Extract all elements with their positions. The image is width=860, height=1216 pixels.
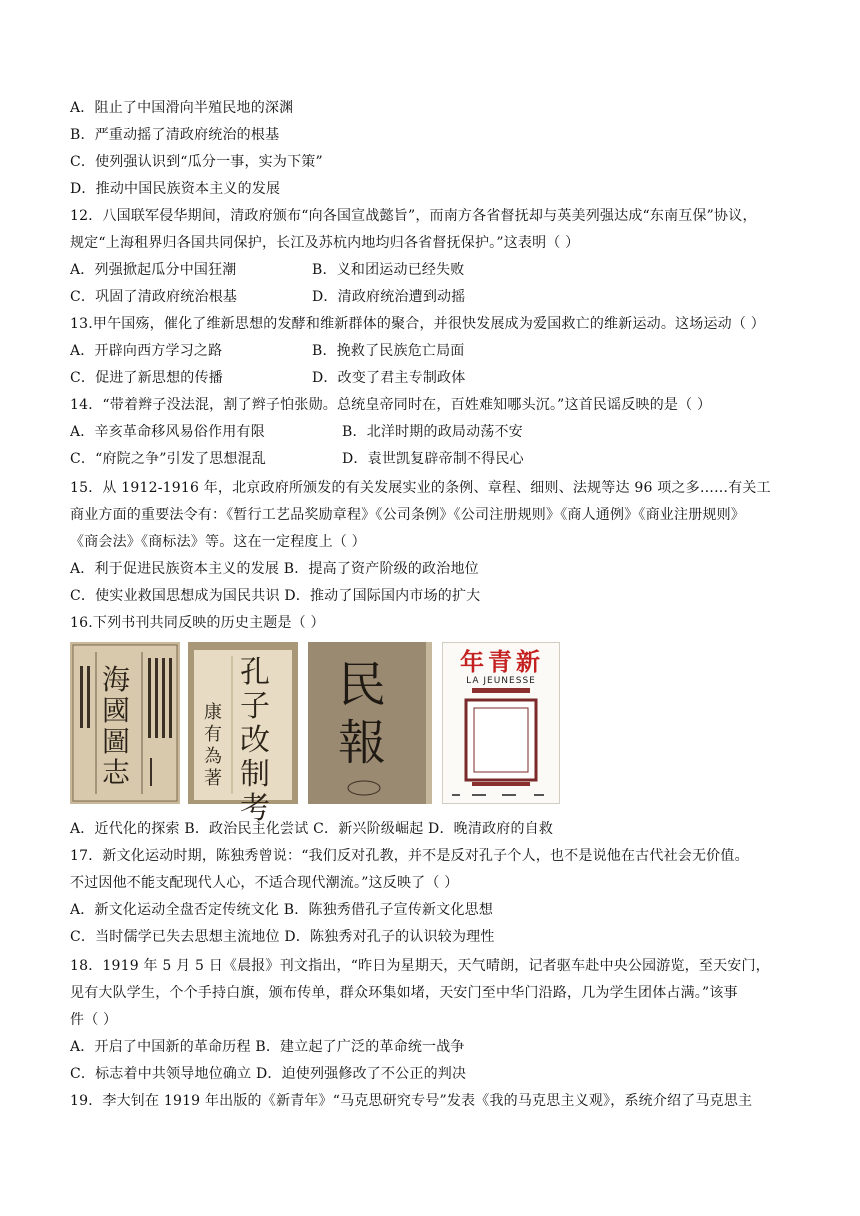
xin-qingnian-subtitle: LA JEUNESSE — [466, 676, 536, 686]
q17-options-cd: C．当时儒学已失去思想主流地位 D．陈独秀对孔子的认识较为理性 — [70, 929, 495, 945]
q13-options-row1 — [70, 341, 790, 361]
q18-stem-end: 件（ ） — [70, 1012, 118, 1028]
q17-stem-cont: 不过因他不能支配现代人心，不适合现代潮流。”这反映了（ ） — [70, 875, 459, 891]
q14-option-b: B．北洋时期的政局动荡不安 — [342, 424, 523, 440]
q14-stem: 14．“带着辫子没法混，割了辫子怕张勋。总统皇帝同时在，百姓难知哪头沉。”这首民谣反映的是（ ） — [70, 397, 712, 413]
q15-options-ab: A．利于促进民族资本主义的发展 B．提高了资产阶级的政治地位 — [70, 561, 479, 577]
q18-options-ab: A．开启了中国新的革命历程 B．建立起了广泛的革命统一战争 — [70, 1039, 465, 1055]
q11-option-c: C．使列强认识到“瓜分一事，实为下策” — [70, 154, 323, 170]
q13-options-row2 — [70, 368, 790, 388]
minbao-title: 民報 — [338, 657, 387, 771]
q12-option-d: D．清政府统治遭到动摇 — [312, 289, 466, 305]
q11-option-a: A．阻止了中国滑向半殖民地的深渊 — [70, 100, 294, 116]
q12-option-c: C．巩固了清政府统治根基 — [70, 289, 238, 305]
q19-stem: 19．李大钊在 1919 年出版的《新青年》“马克思研究专号”发表《我的马克思主义观》，系统介绍了马克思主 — [70, 1093, 753, 1109]
q13-option-b: B．挽救了民族危亡局面 — [312, 343, 465, 359]
q18-stem-cont: 见有大队学生，个个手持白旗，颁布传单，群众环集如堵，天安门至中华门沿路，几为学生团体占满。”该事 — [70, 985, 738, 1001]
q18-options-cd: C．标志着中共领导地位确立 D．迫使列强修改了不公正的判决 — [70, 1066, 467, 1082]
q12-options-row2 — [70, 287, 790, 307]
q13-stem: 13.甲午国殇，催化了维新思想的发酵和维新群体的聚合，并很快发展成为爱国救亡的维新运动。这场运动（ ） — [70, 316, 765, 332]
q11-option-d: D．推动中国民族资本主义的发展 — [70, 181, 281, 197]
q14-option-a: A．辛亥革命移风易俗作用有限 — [70, 424, 265, 440]
q15-stem-cont: 商业方面的重要法令有：《暂行工艺品奖励章程》《公司条例》《公司注册规则》《商人通例》《商业注册规则》 — [70, 507, 745, 523]
q16-options: A．近代化的探索 B．政治民主化尝试 C．新兴阶级崛起 D．晚清政府的自救 — [70, 821, 554, 837]
q12-option-b: B．义和团运动已经失败 — [312, 262, 465, 278]
kongzi-gaizhi-author: 康有為著 — [204, 702, 222, 789]
q14-options-row2 — [70, 449, 790, 469]
q15-stem: 15．从 1912-1916 年，北京政府所颁发的有关发展实业的条例、章程、细则、法规等达 96 项之多……有关工 — [70, 480, 771, 496]
q17-stem: 17．新文化运动时期，陈独秀曾说：“我们反对孔教，并不是反对孔子个人，也不是说他在古代社会无价值。 — [70, 848, 749, 864]
q11-option-b: B．严重动摇了清政府统治的根基 — [70, 127, 280, 143]
q15-options-cd: C．使实业救国思想成为国民共识 D．推动了国际国内市场的扩大 — [70, 588, 481, 604]
q12-option-a: A．列强掀起瓜分中国狂潮 — [70, 262, 237, 278]
haiguo-tuzhi-title: 海國圖志 — [102, 663, 131, 789]
q12-stem-cont: 规定“上海租界归各国共同保护，长江及苏杭内地均归各省督抚保护。”这表明（ ） — [70, 235, 580, 251]
q12-options-row1 — [70, 260, 790, 280]
q14-option-c: C．“府院之争”引发了思想混乱 — [70, 451, 267, 467]
q17-options-ab: A．新文化运动全盘否定传统文化 B．陈独秀借孔子宣传新文化思想 — [70, 902, 494, 918]
q13-option-a: A．开辟向西方学习之路 — [70, 343, 223, 359]
q12-stem: 12．八国联军侵华期间，清政府颁布“向各国宣战懿旨”，而南方各省督抚却与英美列强达成“东南互保”协议， — [70, 208, 757, 224]
q14-options-row1 — [70, 422, 790, 442]
xin-qingnian-title: 新青年 — [460, 648, 544, 676]
q13-option-c: C．促进了新思想的传播 — [70, 370, 223, 386]
kongzi-gaizhi-title: 孔子改制考 — [240, 655, 270, 826]
kongzi-gaizhi-kao-cover-image — [188, 642, 298, 826]
q15-stem-end: 《商会法》《商标法》等。这在一定程度上（ ） — [70, 534, 366, 550]
q16-stem: 16.下列书刊共同反映的历史主题是（ ） — [70, 615, 325, 631]
minbao-cover-image — [308, 642, 432, 804]
haiguo-tuzhi-cover-image — [70, 642, 180, 804]
q13-option-d: D．改变了君主专制政体 — [312, 370, 466, 386]
q14-option-d: D．袁世凯复辟帝制不得民心 — [342, 451, 524, 467]
xin-qingnian-cover-image — [442, 642, 560, 804]
q18-stem: 18．1919 年 5 月 5 日《晨报》刊文指出，“昨日为星期天，天气晴朗，记者驱车赴中央公园游览，至天安门， — [70, 958, 770, 974]
